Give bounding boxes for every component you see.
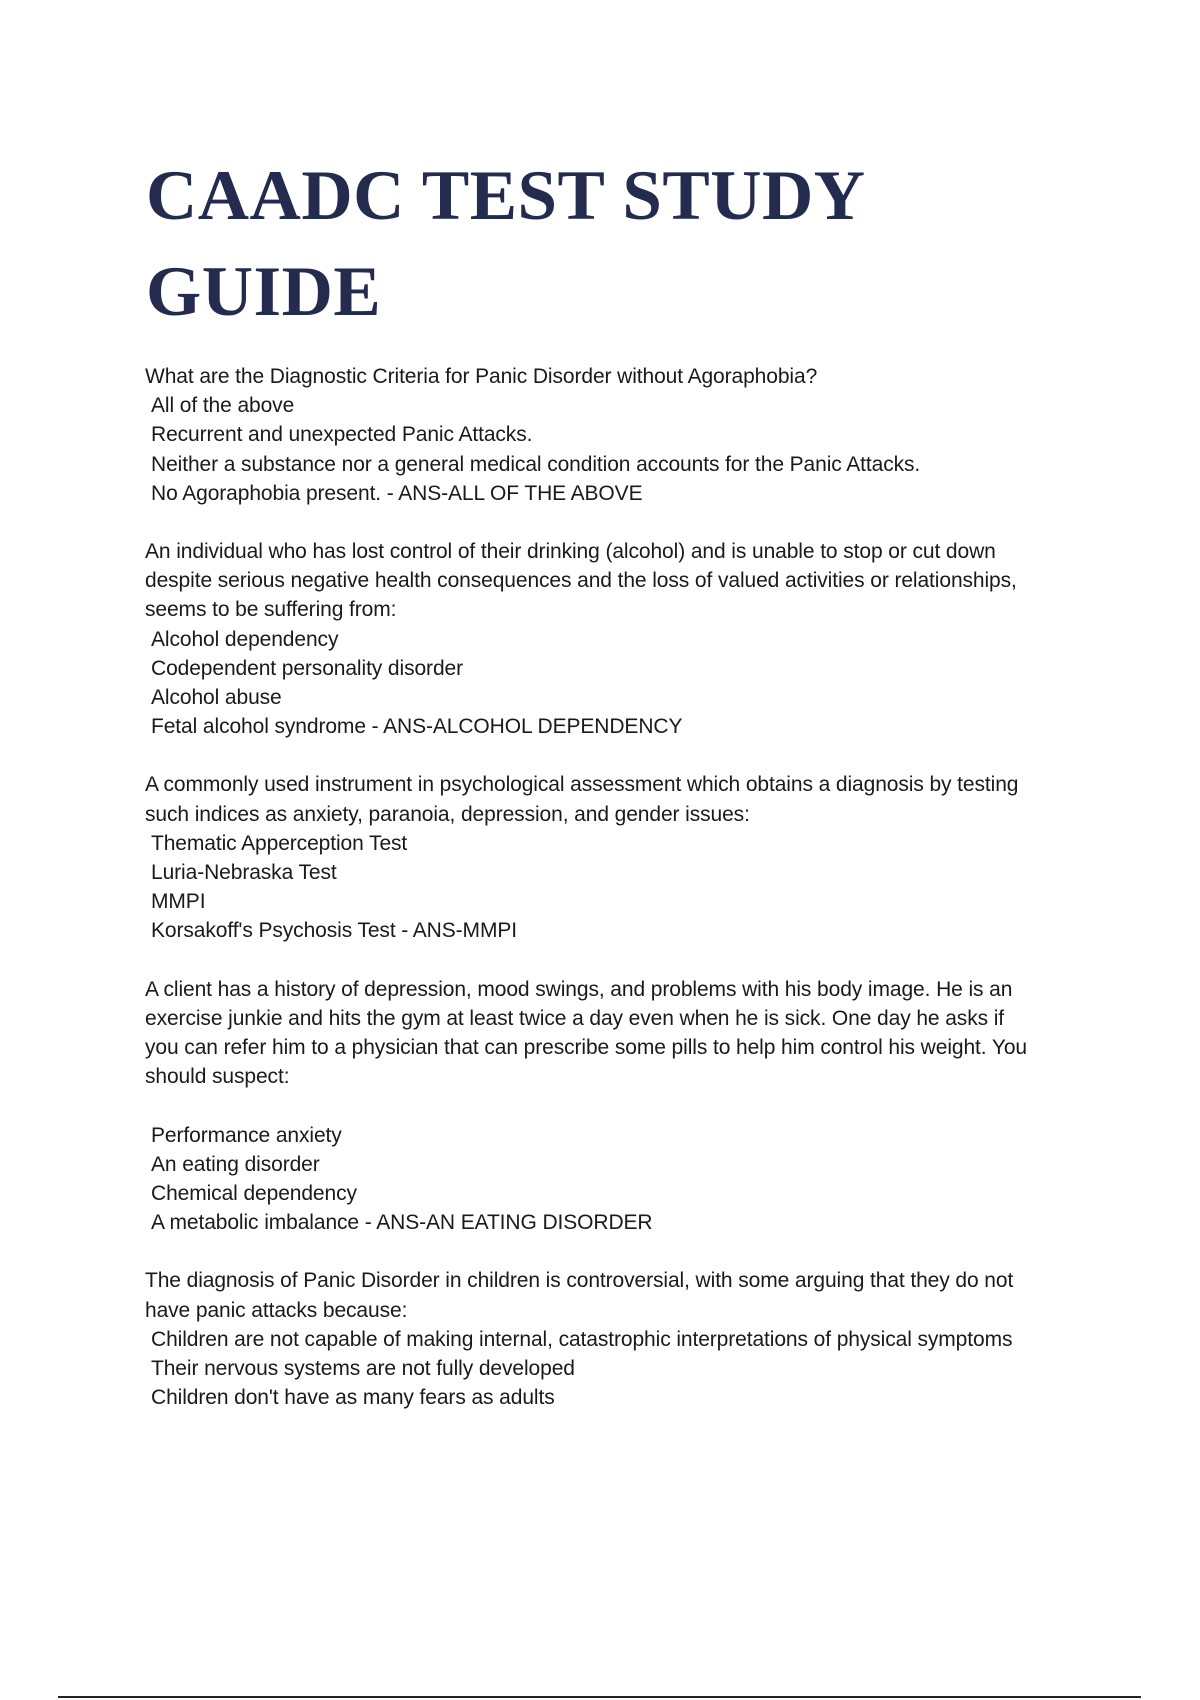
answer-option: Codependent personality disorder (151, 656, 464, 680)
answer-option: Fetal alcohol syndrome - ANS-ALCOHOL DEPENDENCY (151, 715, 683, 739)
question-block-3 (145, 770, 1095, 945)
document-title (146, 148, 1046, 340)
answer-option: All of the above (151, 394, 295, 418)
answer-option: Alcohol dependency (151, 627, 339, 651)
question-text: A client has a history of depression, mood swings, and problems with his body image. He is an (145, 977, 1013, 1001)
question-block-5 (145, 1266, 1095, 1412)
title-line-2: GUIDE (146, 253, 382, 331)
question-text: The diagnosis of Panic Disorder in children is controversial, with some arguing that they do not (145, 1269, 1014, 1293)
question-text: What are the Diagnostic Criteria for Panic Disorder without Agoraphobia? (145, 365, 818, 388)
answer-option: MMPI (151, 890, 206, 914)
answer-option: Chemical dependency (151, 1182, 357, 1206)
question-text: have panic attacks because: (145, 1298, 408, 1322)
answer-option: Alcohol abuse (151, 686, 282, 710)
answer-option: Their nervous systems are not fully developed (151, 1357, 575, 1381)
answer-option: Children are not capable of making internal, catastrophic interpretations of physical symptoms (151, 1327, 1013, 1351)
question-list (145, 362, 1095, 1441)
question-text: you can refer him to a physician that can prescribe some pills to help him control his weight. You (145, 1036, 1028, 1060)
answer-option: Luria-Nebraska Test (151, 861, 337, 885)
question-text: A commonly used instrument in psychological assessment which obtains a diagnosis by testing (145, 773, 1019, 797)
question-block-2 (145, 537, 1095, 741)
answer-option: Korsakoff's Psychosis Test - ANS-MMPI (151, 919, 517, 943)
answer-option: Recurrent and unexpected Panic Attacks. (151, 423, 533, 447)
question-text: seems to be suffering from: (145, 598, 397, 622)
answer-option: Thematic Apperception Test (151, 831, 408, 855)
question-text: An individual who has lost control of their drinking (alcohol) and is unable to stop or cut down (145, 540, 996, 564)
question-block-1 (145, 362, 1095, 508)
question-block-4 (145, 975, 1095, 1238)
question-text: such indices as anxiety, paranoia, depression, and gender issues: (145, 802, 750, 826)
answer-option: No Agoraphobia present. - ANS-ALL OF THE ABOVE (151, 481, 643, 505)
page-bottom-divider (58, 1696, 1141, 1698)
answer-option: Neither a substance nor a general medical condition accounts for the Panic Attacks. (151, 452, 921, 476)
question-text: should suspect: (145, 1065, 290, 1089)
answer-option: A metabolic imbalance - ANS-AN EATING DISORDER (151, 1211, 653, 1235)
paragraph-gap (145, 1091, 1095, 1120)
question-text: exercise junkie and hits the gym at least twice a day even when he is sick. One day he asks if (145, 1006, 1005, 1030)
answer-option: Performance anxiety (151, 1123, 342, 1147)
question-text: despite serious negative health consequences and the loss of valued activities or relationships, (145, 569, 1017, 593)
title-line-1: CAADC TEST STUDY (146, 157, 866, 235)
answer-option: Children don't have as many fears as adults (151, 1386, 555, 1410)
answer-option: An eating disorder (151, 1152, 320, 1176)
